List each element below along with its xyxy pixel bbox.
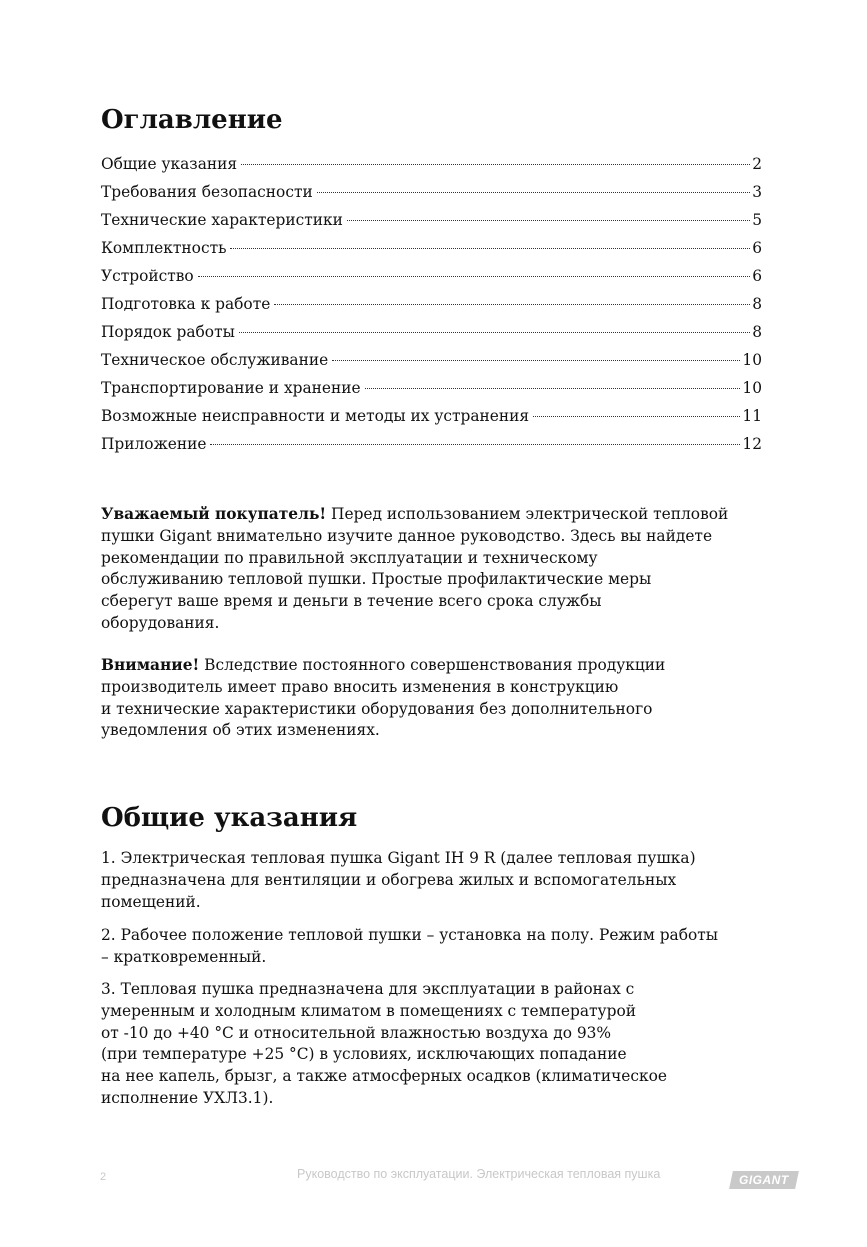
toc-item[interactable] bbox=[101, 290, 762, 318]
general-line: умеренным и холодным климатом в помещениях с температурой bbox=[101, 1001, 636, 1020]
toc-dot-leader bbox=[230, 247, 750, 249]
intro-paragraph bbox=[101, 504, 728, 635]
general-line: предназначена для вентиляции и обогрева жилых и вспомогательных bbox=[101, 870, 677, 889]
general-line: на нее капель, брызг, а также атмосферных осадков (климатическое bbox=[101, 1067, 668, 1086]
toc-item-label: Устройство bbox=[101, 267, 194, 285]
toc-item-label: Комплектность bbox=[101, 239, 227, 257]
toc-item-label: Возможные неисправности и методы их устранения bbox=[101, 407, 530, 425]
toc-item[interactable] bbox=[101, 318, 762, 346]
toc-item[interactable] bbox=[101, 262, 762, 290]
toc-item[interactable] bbox=[101, 234, 762, 262]
general-line: помещений. bbox=[101, 892, 201, 911]
section-title: Общие указания bbox=[101, 803, 358, 833]
general-line: исполнение УХЛ3.1). bbox=[101, 1088, 274, 1107]
toc-item-label: Техническое обслуживание bbox=[101, 351, 329, 369]
warning-line: и технические характеристики оборудования без дополнительного bbox=[101, 699, 653, 718]
toc-item-page: 10 bbox=[742, 379, 762, 397]
toc-item-page: 3 bbox=[752, 183, 762, 201]
toc-item-page: 8 bbox=[752, 295, 762, 313]
gigant-logo bbox=[729, 1171, 799, 1189]
footer-page-number: 2 bbox=[100, 1171, 107, 1183]
toc-dot-leader bbox=[332, 359, 740, 361]
general-line: от -10 до +40 °С и относительной влажностью воздуха до 93% bbox=[101, 1023, 612, 1042]
general-paragraph-3 bbox=[101, 979, 667, 1110]
toc-item-page: 8 bbox=[752, 323, 762, 341]
toc-list bbox=[101, 150, 762, 458]
toc-item-page: 12 bbox=[742, 435, 762, 453]
toc-item-label: Подготовка к работе bbox=[101, 295, 271, 313]
intro-line: пушки Gigant внимательно изучите данное руководство. Здесь вы найдете bbox=[101, 526, 713, 545]
toc-dot-leader bbox=[210, 443, 740, 445]
toc-item-label: Требования безопасности bbox=[101, 183, 313, 201]
toc-item-page: 6 bbox=[752, 267, 762, 285]
general-line: (при температуре +25 °С) в условиях, исключающих попадание bbox=[101, 1045, 627, 1064]
toc-dot-leader bbox=[365, 387, 741, 389]
general-line: 1. Электрическая тепловая пушка Gigant IH 9 R (далее тепловая пушка) bbox=[101, 849, 696, 867]
intro-bold-lead: Уважаемый покупатель! bbox=[101, 505, 327, 523]
toc-dot-leader bbox=[347, 219, 750, 221]
warning-bold-lead: Внимание! bbox=[101, 656, 200, 674]
toc-dot-leader bbox=[241, 163, 750, 165]
intro-line: оборудования. bbox=[101, 613, 220, 632]
toc-item[interactable] bbox=[101, 374, 762, 402]
toc-dot-leader bbox=[533, 415, 740, 417]
toc-item-label: Транспортирование и хранение bbox=[101, 379, 361, 397]
toc-item-label: Приложение bbox=[101, 435, 207, 453]
toc-item[interactable] bbox=[101, 402, 762, 430]
toc-dot-leader bbox=[317, 191, 750, 193]
general-line: – кратковременный. bbox=[101, 947, 267, 966]
toc-item[interactable] bbox=[101, 430, 762, 458]
intro-line: Перед использованием электрической тепловой bbox=[326, 505, 729, 523]
general-line: 2. Рабочее положение тепловой пушки – установка на полу. Режим работы bbox=[101, 926, 719, 944]
toc-item[interactable] bbox=[101, 178, 762, 206]
warning-line: уведомления об этих изменениях. bbox=[101, 721, 380, 740]
intro-line: сберегут ваше время и деньги в течение всего срока службы bbox=[101, 592, 602, 611]
toc-title: Оглавление bbox=[101, 105, 283, 135]
warning-line: производитель имеет право вносить изменения в конструкцию bbox=[101, 677, 619, 696]
toc-dot-leader bbox=[274, 303, 750, 305]
footer-text: Руководство по эксплуатации. Электрическая тепловая пушка bbox=[297, 1167, 661, 1181]
general-line: 3. Тепловая пушка предназначена для эксплуатации в районах с bbox=[101, 980, 635, 998]
general-paragraph-2 bbox=[101, 925, 718, 969]
toc-item-page: 5 bbox=[752, 211, 762, 229]
warning-paragraph bbox=[101, 655, 665, 742]
toc-dot-leader bbox=[198, 275, 750, 277]
toc-item-label: Общие указания bbox=[101, 155, 238, 173]
toc-item[interactable] bbox=[101, 150, 762, 178]
toc-item[interactable] bbox=[101, 346, 762, 374]
toc-item-label: Технические характеристики bbox=[101, 211, 343, 229]
toc-item-page: 11 bbox=[742, 407, 762, 425]
toc-dot-leader bbox=[239, 331, 750, 333]
toc-item-label: Порядок работы bbox=[101, 323, 235, 341]
toc-item-page: 2 bbox=[752, 155, 762, 173]
warning-line: Вследствие постоянного совершенствования продукции bbox=[199, 656, 666, 674]
toc-item-page: 10 bbox=[742, 351, 762, 369]
general-paragraph-1 bbox=[101, 848, 696, 913]
toc-item-page: 6 bbox=[752, 239, 762, 257]
toc-item[interactable] bbox=[101, 206, 762, 234]
intro-line: обслуживанию тепловой пушки. Простые профилактические меры bbox=[101, 570, 652, 589]
intro-line: рекомендации по правильной эксплуатации и техническому bbox=[101, 548, 598, 567]
logo-text: GIGANT bbox=[739, 1173, 789, 1187]
